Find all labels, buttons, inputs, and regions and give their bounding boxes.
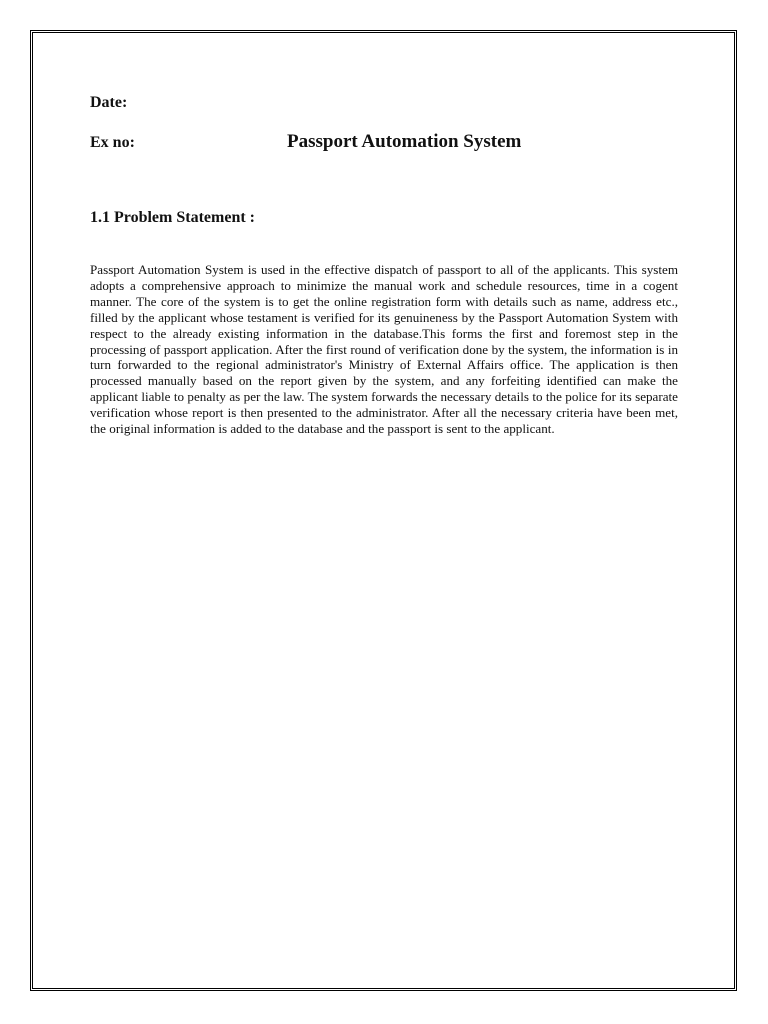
exno-label: Ex no:: [90, 134, 135, 151]
date-label: Date:: [90, 94, 128, 111]
page-border-inner: [32, 32, 735, 989]
section-heading: 1.1 Problem Statement :: [90, 209, 255, 226]
problem-statement-paragraph: Passport Automation System is used in the effective dispatch of passport to all of the applicants. This system adopts a comprehensive approach to minimize the manual work and schedule resources, time in a cogent manner. The core of the system is to get the online registration form with details such as name, address etc., filled by the applicant whose testament is verified for its genuineness by the Passport Automation System with respect to the already existing information in the database.This forms the first and foremost step in the processing of passport application. After the first round of verification done by the system, the information is in turn forwarded to the regional administrator's Ministry of External Affairs office. The application is then processed manually based on the report given by the system, and any forfeiting identified can make the applicant liable to penalty as per the law. The system forwards the necessary details to the police for its separate verification whose report is then presented to the administrator. After all the necessary criteria have been met, the original information is added to the database and the passport is sent to the applicant.: [90, 262, 678, 437]
document-title: Passport Automation System: [287, 131, 522, 152]
